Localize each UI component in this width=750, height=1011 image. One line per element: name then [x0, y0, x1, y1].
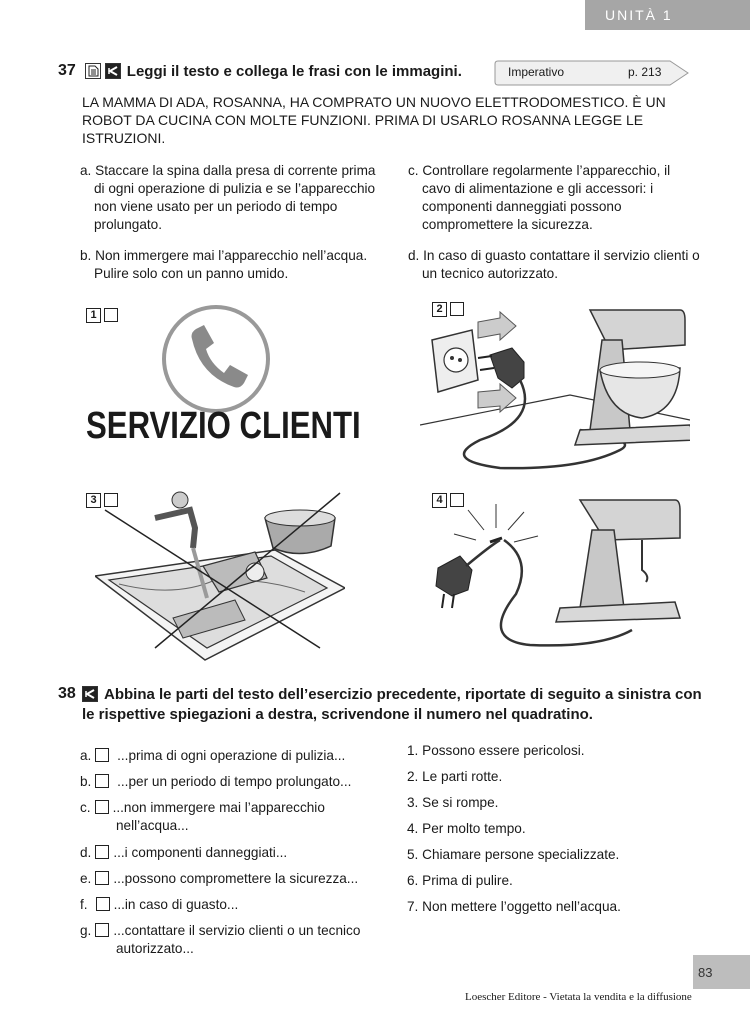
- item-text: Chiamare persone specializzate.: [422, 847, 620, 862]
- item-text: Controllare regolarmente l’apparecchio, il cavo di alimentazione e gli accessori: i componenti danneggiati possono compromettere la sicurezza.: [422, 163, 671, 232]
- image-number: 1: [86, 308, 101, 323]
- item-text: ...possono compromettere la sicurezza...: [113, 871, 359, 886]
- phone-icon: [160, 303, 272, 415]
- answer-box[interactable]: [95, 871, 109, 885]
- item-text: ...non immergere mai l’apparecchio nell’acqua...: [112, 800, 325, 833]
- reference-page: p. 213: [628, 65, 662, 79]
- item-text: Le parti rotte.: [422, 769, 503, 784]
- page-number: 83: [698, 964, 713, 980]
- item-text: Per molto tempo.: [422, 821, 526, 836]
- item-text: ...in caso di guasto...: [113, 897, 239, 912]
- list-item: [80, 896, 380, 914]
- item-text: Se si rompe.: [422, 795, 499, 810]
- exercise-intro: LA MAMMA DI ADA, ROSANNA, HA COMPRATO UN NUOVO ELETTRODOMESTICO. È UN ROBOT DA CUCINA CON MOLTE FUNZIONI. PRIMA DI USARLO ROSANNA LEGGE LE ISTRUZIONI.: [82, 94, 666, 146]
- item-label: 3.: [407, 795, 419, 810]
- item-text: Possono essere pericolosi.: [422, 743, 585, 758]
- list-item: [407, 846, 619, 864]
- list-item: [407, 898, 621, 916]
- exercise-title: Leggi il testo e collega le frasi con le immagini.: [126, 62, 462, 80]
- answer-box[interactable]: [96, 897, 110, 911]
- item-label: a.: [80, 748, 92, 763]
- unit-tab: [585, 0, 750, 30]
- answer-box[interactable]: [95, 748, 109, 762]
- item-label: 4.: [407, 821, 419, 836]
- answer-box[interactable]: [95, 845, 109, 859]
- list-item: [80, 922, 406, 958]
- exercise-number: 38: [58, 685, 76, 702]
- answer-box[interactable]: [95, 923, 109, 937]
- damaged-cable-mixer-illustration: [420, 490, 690, 662]
- item-label: e.: [80, 871, 92, 886]
- item-label: 5.: [407, 847, 419, 862]
- list-item: [407, 742, 585, 760]
- match-arrow-icon: [105, 63, 121, 79]
- list-item: [80, 870, 380, 888]
- list-item: [80, 844, 380, 862]
- unit-label: UNITÀ 1: [605, 7, 673, 23]
- list-item: [407, 794, 498, 812]
- item-text: ...prima di ogni operazione di pulizia...: [117, 748, 346, 763]
- item-label: c.: [408, 163, 419, 178]
- image-number: 4: [432, 493, 447, 508]
- item-label: 6.: [407, 873, 419, 888]
- item-label: a.: [80, 163, 92, 178]
- item-text: Staccare la spina dalla presa di corrente prima di ogni operazione di pulizia e se l’apparecchio non viene usato per un periodo di tempo prolungato.: [94, 163, 376, 232]
- item-text: Non mettere l’oggetto nell’acqua.: [422, 899, 621, 914]
- instruction-d: [408, 247, 700, 283]
- item-label: 1.: [407, 743, 419, 758]
- grammar-reference-tag: [494, 60, 690, 86]
- customer-service-caption: SERVIZIO CLIENTI: [86, 405, 361, 447]
- item-label: c.: [80, 800, 91, 815]
- instruction-c: [408, 162, 700, 234]
- item-text: ...per un periodo di tempo prolungato...: [117, 774, 352, 789]
- list-item: [80, 799, 376, 835]
- answer-box[interactable]: [95, 774, 109, 788]
- item-label: 7.: [407, 899, 419, 914]
- instruction-a: [80, 162, 380, 234]
- publisher-footer: Loescher Editore - Vietata la vendita e la diffusione: [465, 991, 692, 1003]
- unplug-mixer-illustration: [420, 300, 690, 482]
- exercise-37-header: [58, 62, 462, 80]
- document-icon: [85, 63, 101, 79]
- item-label: g.: [80, 923, 92, 938]
- image-number: 2: [432, 302, 447, 317]
- item-label: d.: [80, 845, 92, 860]
- item-label: 2.: [407, 769, 419, 784]
- item-text: Non immergere mai l’apparecchio nell’acqua. Pulire solo con un panno umido.: [94, 248, 368, 281]
- list-item: [407, 768, 502, 786]
- instruction-b: [80, 247, 380, 283]
- list-item: [407, 820, 526, 838]
- list-item: [80, 773, 380, 791]
- item-text: In caso di guasto contattare il servizio clienti o un tecnico autorizzato.: [422, 248, 700, 281]
- item-text: ...i componenti danneggiati...: [113, 845, 288, 860]
- item-text: Prima di pulire.: [422, 873, 513, 888]
- item-label: f.: [80, 897, 88, 912]
- image-1-marker: [86, 308, 118, 323]
- image-number: 3: [86, 493, 101, 508]
- answer-box[interactable]: [95, 800, 109, 814]
- item-label: d.: [408, 248, 420, 263]
- item-text: ...contattare il servizio clienti o un tecnico autorizzato...: [113, 923, 361, 956]
- reference-topic: Imperativo: [508, 65, 565, 79]
- exercise-number: 37: [58, 62, 76, 79]
- answer-box[interactable]: [104, 308, 118, 322]
- page-number-box: [693, 955, 750, 989]
- list-item: [80, 747, 380, 765]
- list-item: [407, 872, 513, 890]
- sink-immersion-illustration: [95, 488, 345, 663]
- item-label: b.: [80, 248, 92, 263]
- item-label: b.: [80, 774, 92, 789]
- exercise-title: Abbina le parti del testo dell’esercizio precedente, riportate di seguito a sinistra con le rispettive spiegazioni a destra, scrivendone il numero nel quadratino.: [82, 686, 702, 723]
